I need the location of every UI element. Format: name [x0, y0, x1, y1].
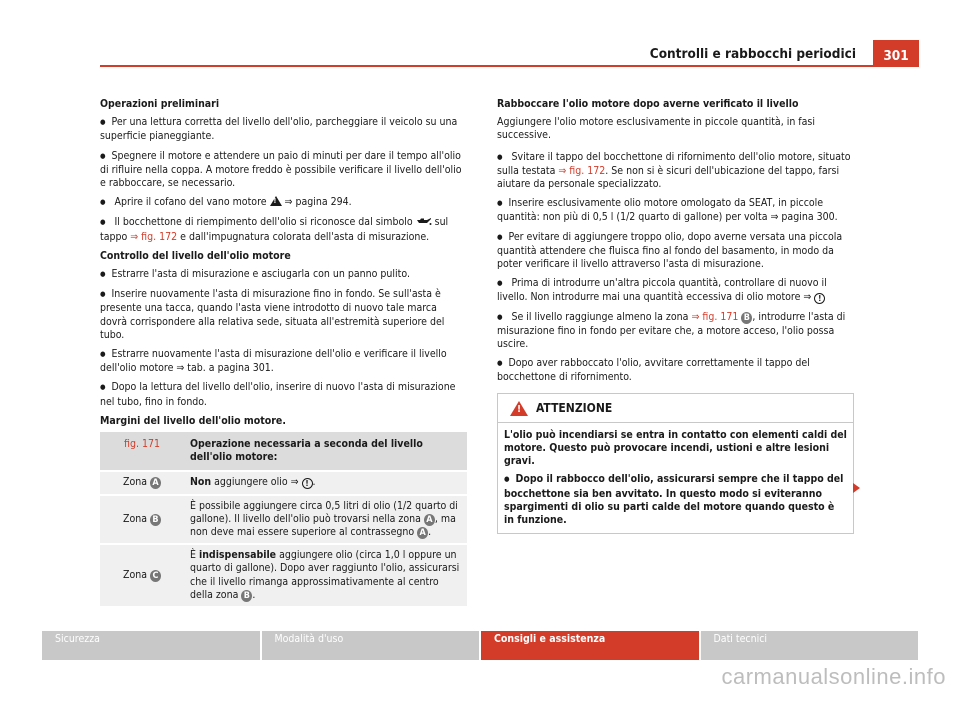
warning-triangle-icon — [270, 196, 282, 206]
left-column — [100, 98, 466, 606]
operation-cell: È possibile aggiungere circa 0,5 litri di olio (1/2 quarto di gallone). Il livello dell'olio può trovarsi nella zona A , ma non deve mai essere superiore al contrassegno A . — [184, 495, 467, 545]
zone-badge: A — [424, 514, 435, 526]
fig-172-link[interactable]: ⇒ fig. 172 — [558, 164, 606, 177]
bullet-text: Aprire il cofano del vano motore — [114, 196, 267, 209]
zone-label: Zona — [122, 476, 148, 489]
zone-badge: A — [150, 477, 161, 489]
bullet-text: Svitare il tappo del bocchettone di rifornimento dell'olio motore, situato sulla testata — [497, 150, 851, 177]
bullet-text: Prima di introdurre un'altra piccola quantità, controllare di nuovo il livello. Non introdurre mai una quantità eccessiva di olio motore ⇒ — [497, 277, 827, 304]
list-item: ● Dopo la lettura del livello dell'olio, inserire di nuovo l'asta di misurazione nel tubo, fino in fondo. — [100, 381, 466, 408]
control-heading: Controllo del livello dell'olio motore — [100, 249, 291, 262]
header-rule — [100, 65, 873, 67]
prelim-heading: Operazioni preliminari — [100, 98, 220, 110]
zone-cell — [100, 471, 184, 494]
warning-body — [498, 423, 853, 533]
operation-cell: È indispensabile aggiungere olio (circa 1,0 l oppure un quarto di gallone). Dopo aver raggiunto l'olio, assicurarsi che il livello rimanga approssimativamente al centro della zona B . — [184, 544, 467, 606]
zone-badge: A — [417, 527, 428, 539]
list-item: ● Estrarre nuovamente l'asta di misurazione dell'olio e verificare il livello dell'olio motore ⇒ tab. a pagina 301. — [100, 348, 466, 375]
table-header-row — [100, 432, 467, 471]
warning-title: ATTENZIONE — [536, 400, 613, 415]
warning-header — [498, 394, 853, 423]
zone-cell — [100, 544, 184, 606]
operation-cell: Non aggiungere olio ⇒ ! . — [184, 471, 467, 494]
tab-consigli-assistenza[interactable]: Consigli e assistenza — [481, 631, 699, 660]
refill-heading: Rabboccare l'olio motore dopo averne verificato il livello — [497, 98, 799, 110]
emphasis: indispensabile — [198, 549, 277, 562]
continue-arrow-icon — [853, 483, 860, 493]
list-item — [497, 311, 852, 352]
caution-icon: ! — [814, 293, 825, 304]
caution-icon: ! — [302, 478, 313, 489]
bullet-text: e dall'impugnatura colorata dell'asta di misurazione. — [180, 230, 430, 243]
oil-can-icon — [416, 217, 432, 226]
page-number: 301 — [873, 40, 919, 67]
zone-cell — [100, 495, 184, 545]
zone-badge: B — [741, 312, 752, 324]
operation-text: aggiungere olio (circa 1,0 l oppure un quarto di gallone). Dopo aver raggiunto l'olio, assicurarsi che il livello rimanga approssimativamente al centro della zona — [190, 549, 460, 601]
bullet-text: Il bocchettone di riempimento dell'olio si riconosce dal simbolo — [114, 216, 413, 229]
table-row — [100, 544, 467, 606]
bullet-text: , introdurre l'asta di misurazione fino in fondo per evitare che, a motore acceso, l'olio possa uscire. — [497, 310, 846, 351]
list-item — [497, 151, 852, 192]
zone-label: Zona — [122, 569, 148, 582]
list-item: ● Per una lettura corretta del livello dell'olio, parcheggiare il veicolo su una superficie pianeggiante. — [100, 116, 466, 143]
fig-171-header[interactable]: fig. 171 — [100, 432, 184, 471]
operation-text: aggiungere olio ⇒ — [214, 476, 299, 489]
table-row — [100, 495, 467, 545]
table-caption: Margini del livello dell'olio motore. — [100, 414, 286, 427]
bullet-text: sul tappo — [100, 216, 449, 243]
fig-172-link[interactable]: ⇒ fig. 172 — [130, 230, 178, 243]
list-item — [100, 216, 466, 243]
tab-sicurezza[interactable]: Sicurezza — [42, 631, 260, 660]
operation-text: È — [190, 549, 196, 562]
footer-tabs — [42, 631, 918, 660]
zone-label: Zona — [122, 512, 148, 525]
operation-text: , ma non deve mai essere superiore al contrassegno — [190, 512, 456, 539]
warning-text: L'olio può incendiarsi se entra in contatto con elementi caldi del motore. Questo può provocare incendi, ustioni e altre lesioni gravi. — [504, 428, 847, 468]
list-item: ● Inserire esclusivamente olio motore omologato da SEAT, in piccole quantità: non più di 0,5 l (1/2 quarto di gallone) per volta ⇒ pagina 300. — [497, 197, 852, 224]
oil-level-table — [100, 432, 467, 606]
warning-text: ● Dopo il rabbocco dell'olio, assicurarsi sempre che il tappo del bocchettone sia ben avvitato. In questo modo si eviteranno spargimenti di olio su parti calde del motore quando questo è in funzione. — [504, 473, 847, 527]
emphasis: Non — [190, 476, 212, 489]
table-row — [100, 471, 467, 494]
zone-badge: C — [150, 570, 161, 582]
tab-modalita-uso[interactable]: Modalità d'uso — [262, 631, 480, 660]
bullet-text: Se il livello raggiunge almeno la zona — [511, 310, 689, 323]
section-title: Controlli e rabbocchi periodici — [649, 46, 856, 62]
list-item: ● Inserire nuovamente l'asta di misurazione fino in fondo. Se sull'asta è presente una tacca, quando l'asta viene introdotto di nuovo tale marca dovrà corrispondere alla relativa sede, situata all'estremità superiore del tubo. — [100, 288, 466, 342]
tab-dati-tecnici[interactable]: Dati tecnici — [701, 631, 919, 660]
list-item — [497, 277, 852, 304]
zone-badge: B — [241, 590, 252, 602]
refill-intro: Aggiungere l'olio motore esclusivamente in piccole quantità, in fasi successive. — [497, 116, 815, 142]
warning-triangle-icon — [510, 401, 528, 416]
zone-badge: B — [150, 514, 161, 526]
watermark: carmanualsonline.info — [721, 664, 946, 689]
bullet-text: . Se non si è sicuri dell'ubicazione del tappo, farsi aiutare da personale specializzato. — [497, 164, 840, 191]
right-column — [497, 98, 852, 534]
operation-header: Operazione necessaria a seconda del livello dell'olio motore: — [184, 432, 467, 471]
list-item: ● Spegnere il motore e attendere un paio di minuti per dare il tempo all'olio di rifluire nella coppa. A motore freddo è possibile verificare il livello dell'olio e rabboccare, se necessario. — [100, 150, 466, 191]
list-item: ● Per evitare di aggiungere troppo olio, dopo averne versata una piccola quantità attendere che fluisca fino al fondo del basamento, in modo da poter verificare il livello attraverso l'asta di misurazione. — [497, 231, 852, 272]
warning-box — [497, 393, 854, 535]
list-item — [100, 196, 466, 210]
page-ref: ⇒ pagina 294. — [284, 196, 352, 209]
list-item: ● Estrarre l'asta di misurazione e asciugarla con un panno pulito. — [100, 268, 466, 282]
operation-text: È possibile aggiungere circa 0,5 litri di olio (1/2 quarto di gallone). Il livello dell'olio può trovarsi nella zona — [190, 499, 458, 525]
list-item: ● Dopo aver rabboccato l'olio, avvitare correttamente il tappo del bocchettone di rifornimento. — [497, 357, 852, 384]
fig-171-link[interactable]: ⇒ fig. 171 — [691, 310, 739, 323]
